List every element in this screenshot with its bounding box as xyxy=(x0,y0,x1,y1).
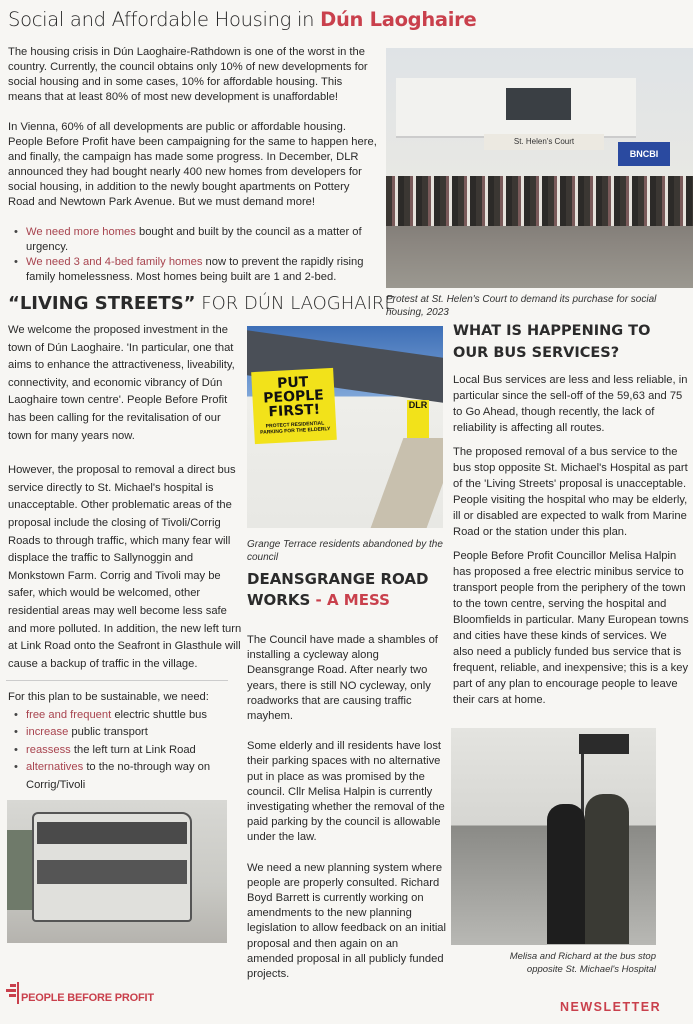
bus-stop-photo xyxy=(451,728,656,945)
protest-caption: Protest at St. Helen's Court to demand its purchase for social housing, 2023 xyxy=(386,294,657,318)
paragraph: The proposed removal of a bus service to the bus stop opposite St. Michael's Hospital as part of the 'Living Streets' proposal is unacceptable. People visiting the hospital who may be elderly, ill or disabled are expected to walk from Marine Road or the station under this plan. xyxy=(453,446,688,538)
deansgrange-heading: DEANSGRANGE ROAD WORKS - A MESS xyxy=(247,570,429,609)
grange-terrace-photo xyxy=(247,326,443,528)
living-streets-heading: “LIVING STREETS” FOR DÚN LAOGHAIRE xyxy=(8,293,396,314)
deansgrange-article xyxy=(247,633,447,997)
list-item: • We need 3 and 4-bed family homes now to prevent the rapidly rising family homelessness. Most homes being built are 1 and 2-bed. xyxy=(8,255,378,285)
paragraph: In Vienna, 60% of all developments are public or affordable housing. People Before Profit have been campaigning for the same to happen here, and finally, the campaign has made some progress. In December, DLR announced they had bought nearly 400 new homes from developers for social housing, in addition to the newly bought apartments on Pottery Road and Newtown Park Avenue. But we must demand more! xyxy=(8,121,377,208)
bus-services-article xyxy=(453,372,689,723)
paragraph: We need a new planning system where people are properly consulted. Richard Boyd Barrett is currently working on amendments to the new planning legislation to allow feedback on an initial proposal and then again on an amended proposal in all publicly funded projects. xyxy=(247,861,447,981)
list-intro: For this plan to be sustainable, we need: xyxy=(8,691,209,703)
page-title: Social and Affordable Housing in Dún Laoghaire xyxy=(8,8,477,31)
living-streets-article xyxy=(8,322,243,690)
pbp-logo-icon xyxy=(6,984,16,1002)
paragraph: However, the proposal to removal a direct bus service directly to St. Michael's hospital is unacceptable. Other problematic areas of the proposal include the closing of Tivoli/Corrig Roads to through traffic, which many fear will displace the traffic to Sallynoggin and Monkstown Farm. Corrig and Tivoli may be safer, which would be welcomed, other residential areas may well become less safe and more polluted. In addition, the new left turn at Link Road onto the Seafront in Glasthule will cause a backup of traffic in the village. xyxy=(8,464,242,670)
list-item: • free and frequent electric shuttle bus xyxy=(8,707,238,725)
grange-caption: Grange Terrace residents abandoned by the council xyxy=(247,539,443,563)
newsletter-label: NEWSLETTER xyxy=(560,1000,662,1014)
list-item: • increase public transport xyxy=(8,724,238,742)
bus-services-heading: WHAT IS HAPPENING TO OUR BUS SERVICES? xyxy=(453,323,651,361)
dlr-sign: DLR xyxy=(407,400,429,440)
list-item: • We need more homes bought and built by the council as a matter of urgency. xyxy=(8,225,378,255)
paragraph: The housing crisis in Dún Laoghaire-Rathdown is one of the worst in the country. Currently, the council obtains only 10% of new developments for social housing and in some cases, 10% for affordable housing. This means that at least 80% of most new development is unaffordable! xyxy=(8,46,368,103)
paragraph: The Council have made a shambles of installing a cycleway along Deansgrange Road. After nearly two years, there is still NO cycleway, only roadworks that are causing traffic mayhem. xyxy=(247,634,438,723)
bus-stop-caption: Melisa and Richard at the bus stop opposite St. Michael's Hospital xyxy=(509,951,656,975)
paragraph: Some elderly and ill residents have lost their parking spaces with no alternative put in place as was promised by the council. Cllr Melisa Halpin is currently investigating whether the removal of the paid parking by the council is allowable under the law. xyxy=(247,740,445,844)
list-item: • alternatives to the no-through way on Corrig/Tivoli xyxy=(8,759,238,794)
put-people-first-sign: PUT PEOPLE FIRST! PROTECT RESIDENTIAL PARKING FOR THE ELDERLY xyxy=(251,368,337,444)
housing-article xyxy=(8,45,378,285)
pbp-logo-text: PEOPLE BEFORE PROFIT xyxy=(21,992,154,1004)
bus-photo xyxy=(7,800,227,943)
needs-list xyxy=(8,689,238,794)
paragraph: People Before Profit Councillor Melisa Halpin has proposed a free electric minibus service to transport people from the periphery of the town to the town centre, serving the hospital and Bloomfields in particular. Many European towns and cities have these kinds of services. We also need a publicly funded bus service that is frequent, reliable, and inexpensive; this is a key part of any plan to encourage people to leave their cars at home. xyxy=(453,550,689,706)
paragraph: We welcome the proposed investment in the town of Dún Laoghaire. 'In particular, one that aims to enhance the attractiveness, liveability, connectivity, and economic vibrancy of Dún Laoghaire town centre'. People Before Profit has been calling for the revitalisation of our town for many years now. xyxy=(8,324,235,442)
list-item: • reassess the left turn at Link Road xyxy=(8,742,238,760)
housing-bullets xyxy=(8,225,378,285)
paragraph: Local Bus services are less and less reliable, in particular since the sell-off of the 59,63 and 75 to Go Ahead, though recently, the lack of reliability is affecting all routes. xyxy=(453,374,688,434)
building-sign: St. Helen's Court xyxy=(484,134,604,150)
bank-sign: BNCBI xyxy=(618,142,670,166)
protest-photo xyxy=(386,48,693,288)
